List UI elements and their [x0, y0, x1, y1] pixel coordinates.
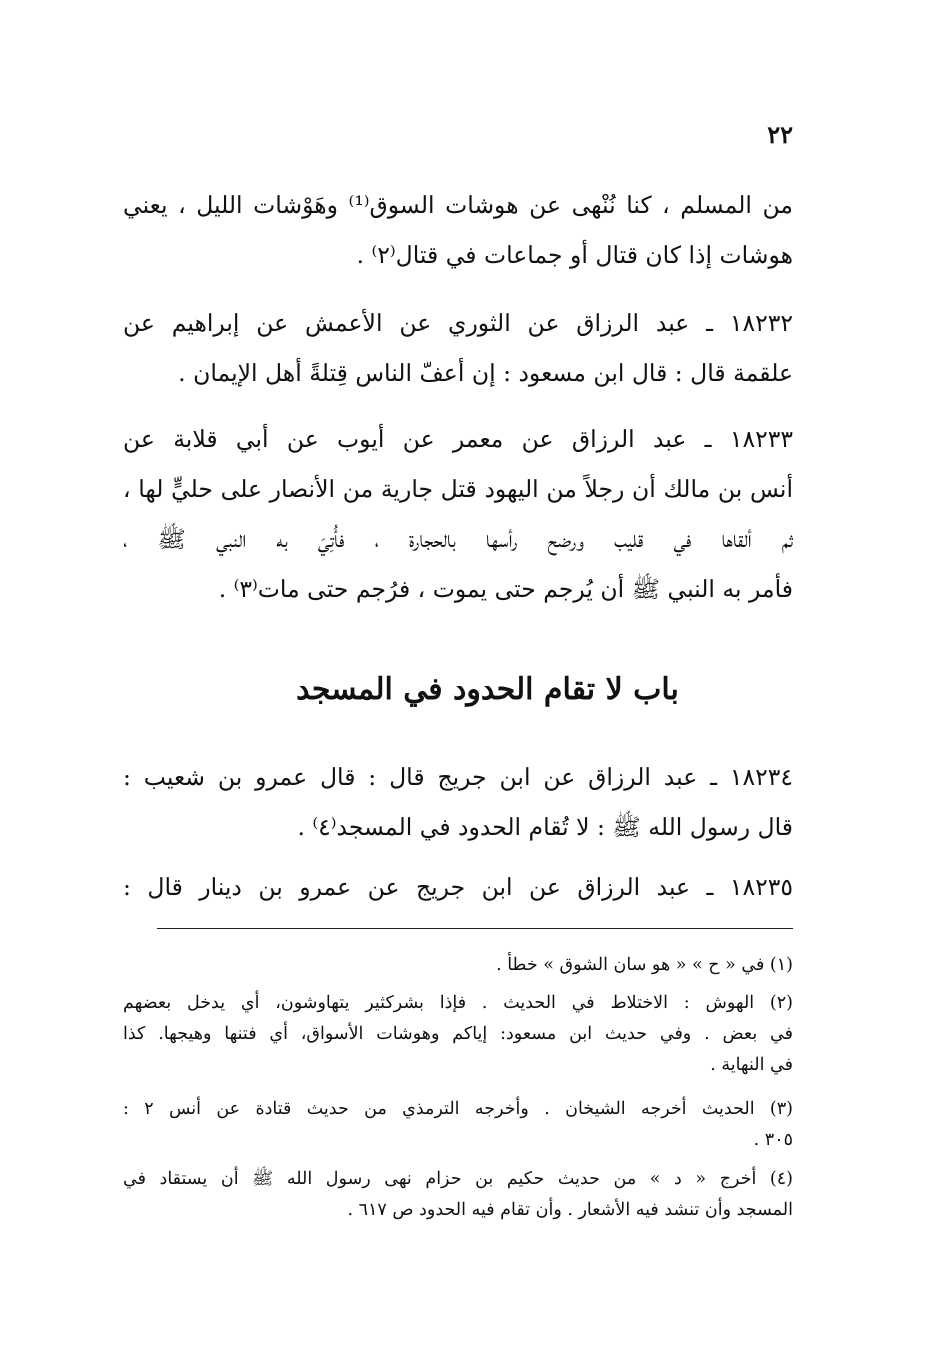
- footnote-line: (٤) أخرج « د » من حديث حكيم بن حزام نهى رسول الله ﷺ أن يستقاد في: [123, 1169, 793, 1189]
- text-line: ١٨٢٣٤ ـ عبد الرزاق عن ابن جريج قال : قال عمرو بن شعيب :: [123, 763, 793, 791]
- text-line: هوشات إذا كان قتال أو جماعات في قتال⁽٢⁾ .: [356, 241, 793, 269]
- footnote-line: المسجد وأن تنشد فيه الأشعار . وأن تقام فيه الحدود ص ٦١٧ .: [347, 1200, 793, 1220]
- hadith-18235: [123, 862, 793, 912]
- text-line: ١٨٢٣٢ ـ عبد الرزاق عن الثوري عن الأعمش عن إبراهيم عن: [123, 309, 793, 337]
- text-line: ١٨٢٣٣ ـ عبد الرزاق عن معمر عن أيوب عن أبي قلابة عن: [123, 425, 793, 453]
- hadith-18232: [123, 298, 793, 398]
- page-number: ٢٢: [767, 120, 793, 149]
- chapter-heading: باب لا تقام الحدود في المسجد: [296, 672, 679, 707]
- hadith-18234: [123, 752, 793, 852]
- footnote-line: في النهاية .: [710, 1055, 793, 1075]
- footnote-line: في بعض . وفي حديث ابن مسعود: إياكم وهوشات الأسواق، أي فتنها وهيجها. كذا: [123, 1024, 793, 1044]
- footnote-line: (٣) الحديث أخرجه الشيخان . وأخرجه الترمذي من حديث قتادة عن أنس ٢ :: [123, 1099, 793, 1119]
- hadith-18233: [123, 414, 793, 614]
- footnote-1: [123, 950, 793, 981]
- text-line: فأمر به النبي ﷺ أن يُرجم حتى يموت ، فرُجم حتى مات⁽٣⁾ .: [218, 575, 793, 603]
- text-line: ١٨٢٣٥ ـ عبد الرزاق عن ابن جريج عن عمرو بن دينار قال :: [123, 873, 793, 901]
- footnote-3: [123, 1094, 793, 1156]
- footnote-line: (٢) الهوش : الاختلاط في الحديث . فإذا بشركثير يتهاوشون، أي يدخل بعضهم: [123, 993, 793, 1013]
- paragraph-intro: [123, 180, 793, 280]
- text-line: أنس بن مالك أن رجلاً من اليهود قتل جارية من الأنصار على حليٍّ لها ،: [123, 475, 793, 503]
- text-line: من المسلم ، كنا نُنْهى عن هوشات السوق⁽¹⁾ وهَوْشات الليل ، يعني: [123, 191, 793, 219]
- text-line: قال رسول الله ﷺ : لا تُقام الحدود في المسجد⁽٤⁾ .: [297, 813, 793, 841]
- footnote-line: (١) في « ح » « هو سان الشوق » خطأ .: [496, 955, 793, 975]
- footnote-4: [123, 1164, 793, 1226]
- text-line: ثم ألقاها في قليب ورضح رأسها بالحجارة ، فأُتِيَ به النبي ﷺ ،: [123, 525, 793, 553]
- footnote-separator: [157, 928, 793, 929]
- footnote-line: ٣٠٥ .: [753, 1130, 793, 1150]
- footnote-2: [123, 988, 793, 1081]
- text-line: علقمة قال : قال ابن مسعود : إن أعفّ الناس قِتلةً أهل الإيمان .: [178, 359, 793, 387]
